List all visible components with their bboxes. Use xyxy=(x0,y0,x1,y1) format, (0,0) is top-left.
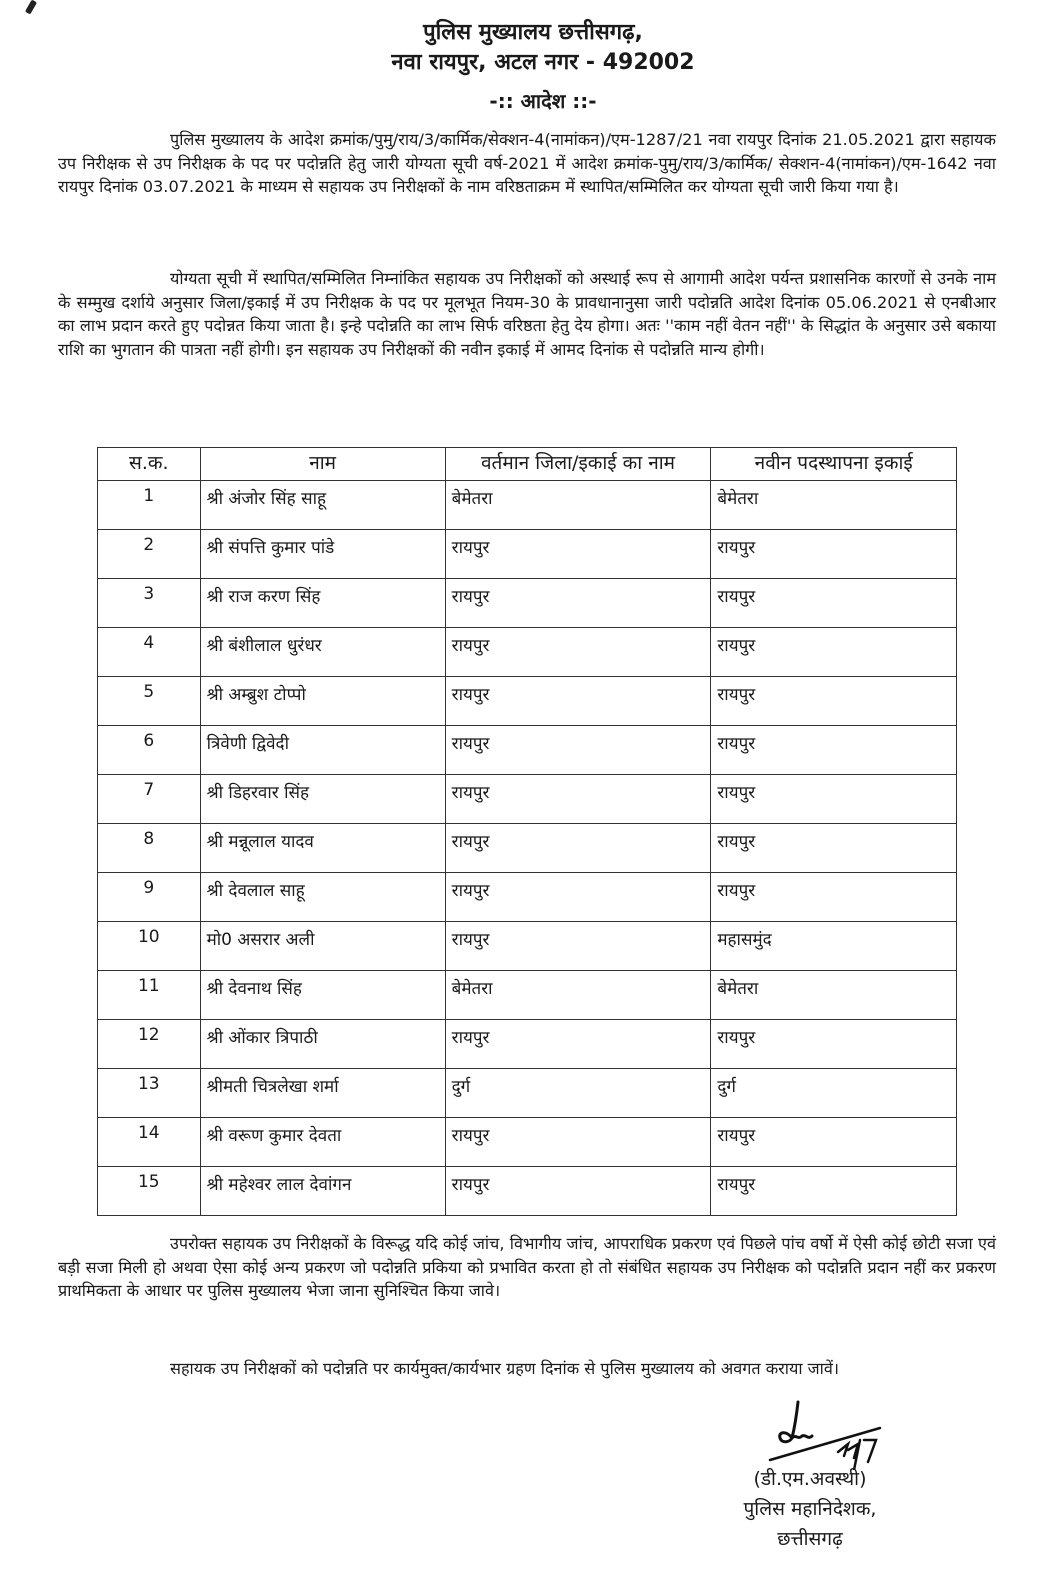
cell-new-unit: रायपुर xyxy=(711,530,957,579)
table-row xyxy=(98,922,957,971)
cell-new-unit: रायपुर xyxy=(711,1167,957,1216)
cell-new-unit: रायपुर xyxy=(711,726,957,775)
cell-name: श्री राज करण सिंह xyxy=(200,579,445,628)
cell-name: श्री वरूण कुमार देवता xyxy=(200,1118,445,1167)
cell-new-unit: रायपुर xyxy=(711,824,957,873)
cell-new-unit: रायपुर xyxy=(711,1118,957,1167)
cell-serial: 14 xyxy=(98,1118,201,1167)
cell-name: श्री मन्नूलाल यादव xyxy=(200,824,445,873)
cell-current-unit: रायपुर xyxy=(445,824,711,873)
cell-current-unit: रायपुर xyxy=(445,677,711,726)
table-row xyxy=(98,1069,957,1118)
table-header-row xyxy=(98,448,957,481)
paragraph-reference-text: पुलिस मुख्यालय के आदेश क्रमांक/पुमु/राय/3/कार्मिक/सेक्शन-4(नामांकन)/एम-1287/21 नवा रायपुर दिनांक 21.05.2021 द्वारा सहायक उप निरीक्षक से उप निरीक्षक के पद पर पदोन्नति हेतु जारी योग्यता सूची वर्ष-2021 में आदेश क्रमांक-पुमु/राय/3/कार्मिक/ सेक्शन-4(नामांकन)/एम-1642 नवा रायपुर दिनांक 03.07.2021 के माध्यम से सहायक उप निरीक्षकों के नाम वरिष्ठताक्रम में स्थापित/सम्मिलित कर योग्यता सूची जारी किया गया है। xyxy=(58,130,996,196)
cell-serial: 3 xyxy=(98,579,201,628)
cell-serial: 10 xyxy=(98,922,201,971)
table-row xyxy=(98,824,957,873)
cell-serial: 2 xyxy=(98,530,201,579)
table-row xyxy=(98,1118,957,1167)
cell-name: श्री संपत्ति कुमार पांडे xyxy=(200,530,445,579)
signatory-name: (डी.एम.अवस्थी) xyxy=(753,1468,867,1490)
cell-current-unit: रायपुर xyxy=(445,530,711,579)
cell-new-unit: दुर्ग xyxy=(711,1069,957,1118)
cell-name: श्री अंजोर सिंह साहू xyxy=(200,481,445,530)
cell-current-unit: रायपुर xyxy=(445,726,711,775)
cell-serial: 4 xyxy=(98,628,201,677)
table-body xyxy=(98,481,957,1216)
cell-current-unit: रायपुर xyxy=(445,1118,711,1167)
cell-name: श्रीमती चित्रलेखा शर्मा xyxy=(200,1069,445,1118)
cell-new-unit: बेमेतरा xyxy=(711,481,957,530)
cell-name: श्री डिहरवार सिंह xyxy=(200,775,445,824)
paragraph-conditions xyxy=(58,1232,996,1303)
cell-new-unit: बेमेतरा xyxy=(711,971,957,1020)
table-row xyxy=(98,726,957,775)
cell-serial: 8 xyxy=(98,824,201,873)
cell-new-unit: रायपुर xyxy=(711,1020,957,1069)
letterhead xyxy=(0,18,1046,116)
cell-name: त्रिवेणी द्विवेदी xyxy=(200,726,445,775)
promotion-table xyxy=(97,447,957,1216)
cell-current-unit: रायपुर xyxy=(445,1167,711,1216)
header-name: नाम xyxy=(200,448,445,481)
cell-current-unit: दुर्ग xyxy=(445,1069,711,1118)
table-row xyxy=(98,481,957,530)
header-current-unit: वर्तमान जिला/इकाई का नाम xyxy=(445,448,711,481)
cell-new-unit: रायपुर xyxy=(711,873,957,922)
cell-name: श्री अम्ब्रुश टोप्पो xyxy=(200,677,445,726)
signatory-block xyxy=(690,1464,930,1554)
header-new-unit: नवीन पदस्थापना इकाई xyxy=(711,448,957,481)
signature-icon xyxy=(720,1400,920,1470)
table-row xyxy=(98,530,957,579)
paragraph-reference xyxy=(58,128,996,199)
cell-current-unit: रायपुर xyxy=(445,579,711,628)
paragraph-conditions-text: उपरोक्त सहायक उप निरीक्षकों के विरूद्ध यदि कोई जांच, विभागीय जांच, आपराधिक प्रकरण एवं पिछले पांच वर्षो में ऐसी कोई छोटी सजा एवं बड़ी सजा मिली हो अथवा ऐसा कोई अन्य प्रकरण जो पदोन्नति प्रकिया को प्रभावित करता हो तो संबंधित सहायक उप निरीक्षक को पदोन्नति प्रदान नहीं कर प्रकरण प्राथमिकता के आधार पर पुलिस मुख्यालय भेजा जाना सुनिश्चित किया जावे। xyxy=(58,1234,996,1300)
cell-name: श्री ओंकार त्रिपाठी xyxy=(200,1020,445,1069)
cell-new-unit: महासमुंद xyxy=(711,922,957,971)
paragraph-promotion-order xyxy=(58,267,996,361)
cell-serial: 9 xyxy=(98,873,201,922)
cell-serial: 15 xyxy=(98,1167,201,1216)
cell-serial: 12 xyxy=(98,1020,201,1069)
cell-serial: 7 xyxy=(98,775,201,824)
cell-new-unit: रायपुर xyxy=(711,579,957,628)
table-row xyxy=(98,579,957,628)
cell-current-unit: बेमेतरा xyxy=(445,481,711,530)
cell-current-unit: रायपुर xyxy=(445,922,711,971)
cell-serial: 13 xyxy=(98,1069,201,1118)
paragraph-joining-report xyxy=(58,1357,996,1381)
scan-artifact-mark xyxy=(25,0,37,15)
cell-current-unit: बेमेतरा xyxy=(445,971,711,1020)
cell-new-unit: रायपुर xyxy=(711,628,957,677)
cell-name: श्री बंशीलाल धुरंधर xyxy=(200,628,445,677)
cell-serial: 5 xyxy=(98,677,201,726)
order-title: -:: आदेश ::- xyxy=(489,89,597,113)
cell-serial: 1 xyxy=(98,481,201,530)
table-row xyxy=(98,677,957,726)
cell-new-unit: रायपुर xyxy=(711,775,957,824)
cell-name: श्री देवनाथ सिंह xyxy=(200,971,445,1020)
cell-new-unit: रायपुर xyxy=(711,677,957,726)
cell-serial: 11 xyxy=(98,971,201,1020)
cell-name: श्री देवलाल साहू xyxy=(200,873,445,922)
cell-name: श्री महेश्वर लाल देवांगन xyxy=(200,1167,445,1216)
table-row xyxy=(98,628,957,677)
table-row xyxy=(98,775,957,824)
signatory-designation: पुलिस महानिदेशक, xyxy=(743,1498,877,1520)
office-address: नवा रायपुर, अटल नगर - 492002 xyxy=(391,50,695,75)
cell-current-unit: रायपुर xyxy=(445,873,711,922)
cell-current-unit: रायपुर xyxy=(445,628,711,677)
cell-current-unit: रायपुर xyxy=(445,1020,711,1069)
table-row xyxy=(98,873,957,922)
paragraph-joining-report-text: सहायक उप निरीक्षकों को पदोन्नति पर कार्यमुक्त/कार्यभार ग्रहण दिनांक से पुलिस मुख्यालय को अवगत कराया जावें। xyxy=(170,1359,840,1378)
table-row xyxy=(98,1167,957,1216)
office-name: पुलिस मुख्यालय छत्तीसगढ़, xyxy=(423,20,643,45)
cell-serial: 6 xyxy=(98,726,201,775)
cell-name: मो0 असरार अली xyxy=(200,922,445,971)
table-row xyxy=(98,971,957,1020)
table-row xyxy=(98,1020,957,1069)
paragraph-promotion-order-text: योग्यता सूची में स्थापित/सम्मिलित निम्नांकित सहायक उप निरीक्षकों को अस्थाई रूप से आगामी आदेश पर्यन्त प्रशासनिक कारणों से उनके नाम के सम्मुख दर्शाये अनुसार जिला/इकाई में उप निरीक्षक के पद पर मूलभूत नियम-30 के प्रावधानानुसा जारी पदोन्नति आदेश दिनांक 05.06.2021 से एनबीआर का लाभ प्रदान करते हुए पदोन्नत किया जाता है। इन्हे पदोन्नति का लाभ सिर्फ वरिष्ठता हेतु देय होगा। अतः ''काम नहीं वेतन नहीं'' के सिद्धांत के अनुसार उसे बकाया राशि का भुगतान की पात्रता नहीं होगी। इन सहायक उप निरीक्षकों की नवीन इकाई में आमद दिनांक से पदोन्नति मान्य होगी। xyxy=(58,269,996,359)
signatory-state: छत्तीसगढ़ xyxy=(777,1528,843,1550)
header-serial: स.क. xyxy=(98,448,201,481)
cell-current-unit: रायपुर xyxy=(445,775,711,824)
